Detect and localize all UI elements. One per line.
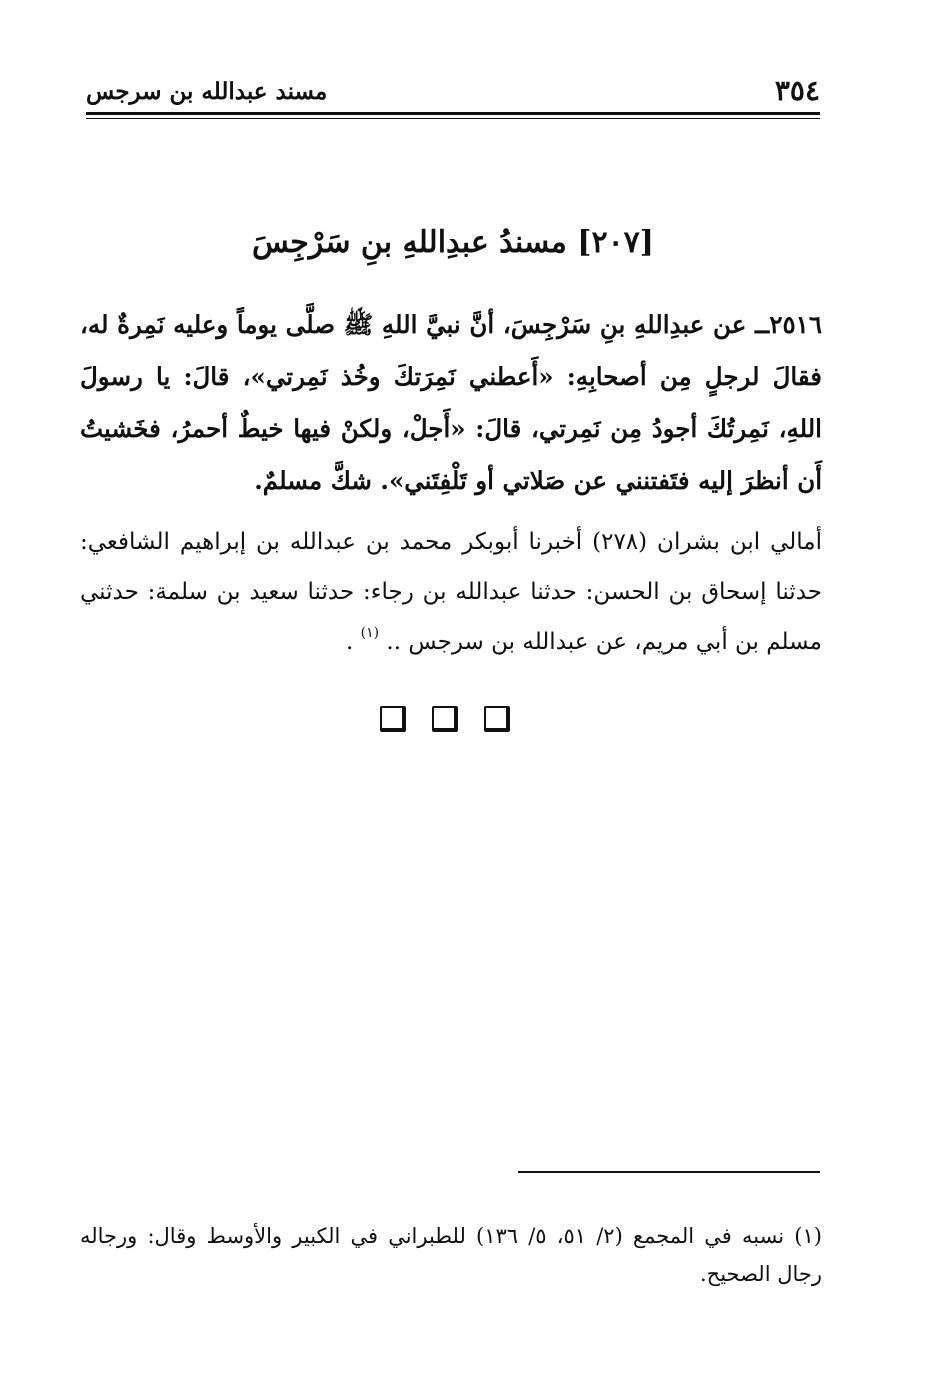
hadith-paragraph — [80, 299, 822, 507]
separator-box-icon — [380, 706, 406, 732]
header-rule — [86, 112, 820, 115]
section-heading: [٢٠٧] مسندُ عبدِاللهِ بنِ سَرْجِسَ — [251, 224, 654, 260]
running-header — [86, 70, 820, 110]
footnote-text: (١) نسبه في المجمع (٢/ ٥١، ٥/ ١٣٦) للطبراني في الكبير والأوسط وقال: ورجاله رجال الصحيح. — [80, 1224, 822, 1286]
source-paragraph — [80, 517, 822, 667]
source-end-punctuation: . — [345, 629, 354, 655]
separator-box-icon — [432, 706, 458, 732]
section-separator — [380, 706, 520, 736]
footnote-reference[interactable]: (١) — [360, 625, 380, 641]
separator-box-icon — [484, 706, 510, 732]
hadith-text: ٢٥١٦ــ عن عبدِاللهِ بنِ سَرْجِسَ، أنَّ نبيَّ اللهِ ﷺ صلَّى يوماً وعليه نَمِرةٌ له، فقالَ لرجلٍ مِن أصحابِهِ: «أَعطني نَمِرَتكَ وخُذ نَمِرتي»، قالَ: يا رسولَ اللهِ، نَمِرتُكَ أجودُ مِن نَمِرتي، قالَ: «أَجلْ، ولكنْ فيها خيطٌ أحمرُ، فخَشيتُ أَن أنظرَ إليه فتَفتنني عن صَلاتي أو تَلْفِتَني». شكَّ مسلمٌ. — [80, 309, 822, 495]
source-text: أمالي ابن بشران (٢٧٨) أخبرنا أبوبكر محمد بن عبدالله بن إبراهيم الشافعي: حدثنا إسحاق بن الحسن: حدثنا عبدالله بن رجاء: حدثنا سعيد بن سلمة: حدثني مسلم بن أبي مريم، عن عبدالله بن سرجس .. — [80, 529, 822, 655]
header-rule-thin — [86, 118, 820, 119]
footnote — [80, 1217, 822, 1293]
footnote-divider — [518, 1171, 820, 1173]
running-title: مسند عبدالله بن سرجس — [86, 78, 328, 105]
page-number: ٣٥٤ — [774, 74, 820, 107]
